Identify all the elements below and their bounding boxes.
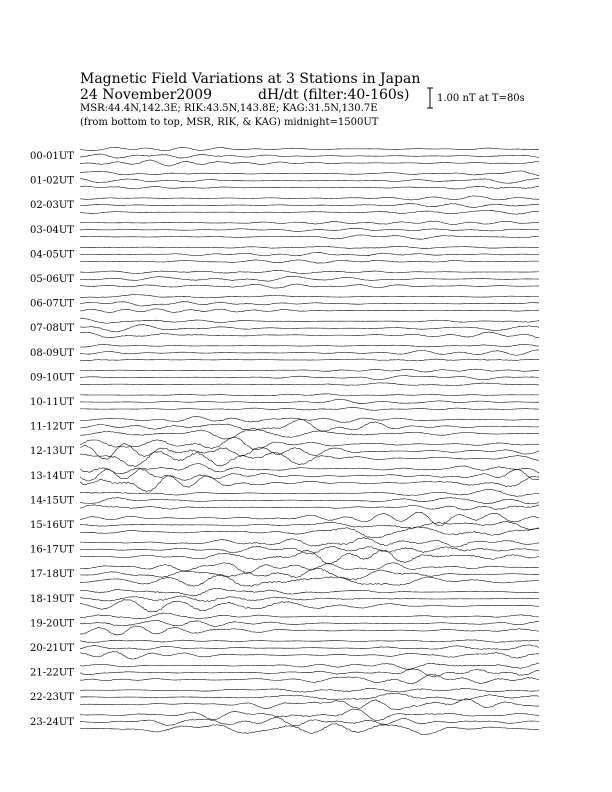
trace-04-05UT-KAG (80, 246, 539, 248)
trace-05-06UT-RIK (80, 276, 539, 281)
row-label-22-23UT: 22-23UT (30, 692, 74, 704)
trace-22-23UT-MSR (80, 699, 539, 710)
trace-08-09UT-MSR (80, 359, 539, 361)
trace-18-19UT-MSR (80, 600, 539, 612)
trace-21-22UT-KAG (80, 663, 539, 669)
trace-23-24UT-MSR (80, 724, 539, 735)
trace-06-07UT-KAG (80, 294, 539, 297)
trace-05-06UT-KAG (80, 270, 539, 273)
trace-00-01UT-KAG (80, 147, 539, 151)
trace-17-18UT-MSR (80, 574, 539, 586)
trace-00-01UT-RIK (80, 154, 539, 158)
trace-21-22UT-MSR (80, 674, 539, 683)
trace-06-07UT-RIK (80, 302, 539, 306)
row-label-19-20UT: 19-20UT (30, 618, 74, 630)
trace-14-15UT-MSR (80, 505, 539, 510)
row-label-21-22UT: 21-22UT (30, 667, 74, 679)
trace-10-11UT-KAG (80, 394, 539, 396)
trace-12-13UT-KAG (80, 437, 539, 449)
trace-02-03UT-RIK (80, 204, 539, 208)
trace-10-11UT-RIK (80, 399, 539, 403)
trace-23-24UT-RIK (80, 717, 539, 726)
trace-12-13UT-RIK (80, 444, 539, 460)
row-label-07-08UT: 07-08UT (30, 323, 74, 335)
trace-13-14UT-MSR (80, 476, 539, 492)
trace-09-10UT-RIK (80, 376, 539, 380)
trace-15-16UT-RIK (80, 521, 539, 529)
row-label-18-19UT: 18-19UT (30, 593, 74, 605)
trace-07-08UT-KAG (80, 318, 539, 323)
row-label-08-09UT: 08-09UT (30, 347, 74, 359)
row-label-03-04UT: 03-04UT (30, 224, 74, 236)
trace-order-note: (from bottom to top, MSR, RIK, & KAG) midnight=1500UT (80, 117, 379, 128)
trace-05-06UT-MSR (80, 284, 539, 288)
trace-01-02UT-RIK (80, 178, 539, 183)
trace-09-10UT-KAG (80, 369, 539, 372)
trace-19-20UT-RIK (80, 620, 539, 626)
row-label-11-12UT: 11-12UT (30, 421, 74, 433)
trace-20-21UT-KAG (80, 640, 539, 642)
row-label-14-15UT: 14-15UT (30, 495, 74, 507)
trace-16-17UT-RIK (80, 546, 539, 554)
trace-12-13UT-MSR (80, 451, 539, 466)
chart-title: Magnetic Field Variations at 3 Stations in Japan (80, 71, 421, 87)
trace-10-11UT-MSR (80, 407, 539, 410)
trace-17-18UT-KAG (80, 563, 539, 574)
row-label-02-03UT: 02-03UT (30, 200, 74, 212)
station-coordinates: MSR:44.4N,142.3E; RIK:43.5N,143.8E; KAG:31.5N,130.7E (80, 103, 378, 114)
scale-bar-label: 1.00 nT at T=80s (437, 93, 525, 104)
trace-06-07UT-MSR (80, 309, 539, 313)
trace-01-02UT-MSR (80, 186, 539, 189)
trace-09-10UT-MSR (80, 383, 539, 386)
trace-08-09UT-KAG (80, 344, 539, 347)
row-label-16-17UT: 16-17UT (30, 544, 74, 556)
trace-22-23UT-KAG (80, 688, 539, 692)
trace-16-17UT-KAG (80, 537, 539, 547)
trace-15-16UT-MSR (80, 527, 539, 538)
row-label-10-11UT: 10-11UT (30, 397, 74, 408)
trace-13-14UT-KAG (80, 464, 539, 474)
row-label-15-16UT: 15-16UT (30, 520, 74, 531)
trace-01-02UT-KAG (80, 171, 539, 176)
row-label-23-24UT: 23-24UT (30, 716, 74, 728)
trace-19-20UT-KAG (80, 613, 539, 619)
trace-03-04UT-RIK (80, 228, 539, 231)
trace-03-04UT-MSR (80, 235, 539, 239)
row-label-00-01UT: 00-01UT (30, 151, 74, 162)
trace-08-09UT-RIK (80, 350, 539, 355)
trace-18-19UT-RIK (80, 596, 539, 602)
trace-11-12UT-MSR (80, 428, 539, 439)
row-label-13-14UT: 13-14UT (30, 470, 74, 482)
trace-11-12UT-KAG (80, 417, 539, 423)
row-label-04-05UT: 04-05UT (30, 249, 74, 261)
trace-13-14UT-RIK (80, 469, 539, 481)
trace-21-22UT-RIK (80, 669, 539, 677)
trace-02-03UT-KAG (80, 196, 539, 200)
trace-07-08UT-RIK (80, 325, 539, 332)
row-label-09-10UT: 09-10UT (30, 372, 74, 384)
trace-14-15UT-RIK (80, 498, 539, 504)
trace-20-21UT-RIK (80, 645, 539, 650)
row-label-01-02UT: 01-02UT (30, 175, 74, 187)
trace-18-19UT-KAG (80, 588, 539, 596)
trace-11-12UT-RIK (80, 419, 539, 431)
trace-00-01UT-MSR (80, 160, 539, 166)
trace-07-08UT-MSR (80, 332, 539, 338)
chart-data-type: dH/dt (filter:40-160s) (258, 87, 410, 103)
row-label-06-07UT: 06-07UT (30, 298, 74, 310)
trace-20-21UT-MSR (80, 651, 539, 659)
row-label-12-13UT: 12-13UT (30, 446, 74, 458)
chart-date: 24 November2009 (80, 87, 212, 103)
trace-03-04UT-KAG (80, 221, 539, 225)
trace-02-03UT-MSR (80, 210, 539, 214)
row-label-17-18UT: 17-18UT (30, 569, 74, 581)
trace-16-17UT-MSR (80, 550, 539, 564)
trace-22-23UT-RIK (80, 693, 539, 700)
trace-04-05UT-RIK (80, 253, 539, 256)
trace-19-20UT-MSR (80, 626, 539, 635)
row-label-05-06UT: 05-06UT (30, 274, 74, 285)
row-label-20-21UT: 20-21UT (30, 643, 74, 654)
trace-23-24UT-KAG (80, 709, 539, 721)
trace-04-05UT-MSR (80, 260, 539, 263)
